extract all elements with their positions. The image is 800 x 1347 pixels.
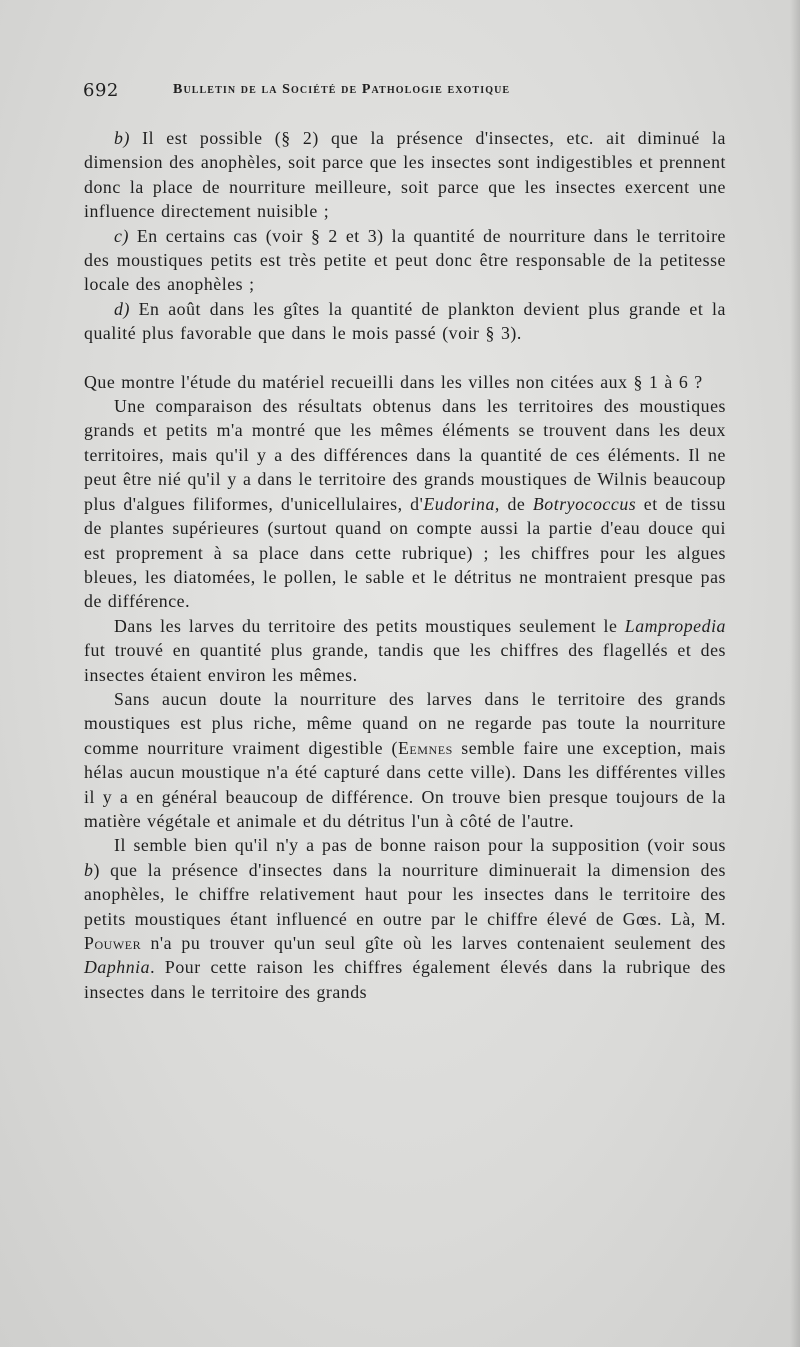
paragraph-b [84,126,726,224]
paragraph-c [84,224,726,297]
paragraph-c-text: En certains cas (voir § 2 et 3) la quantité de nourriture dans le territoire des moustiques petits est très petite et peut donc être responsable de la petitesse locale des anophèles ; [84,225,726,295]
question-paragraph: Que montre l'étude du matériel recueilli dans les villes non citées aux § 1 à 6 ? [84,371,703,392]
paragraph-insects-text-a: Il semble bien qu'il n'y a pas de bonne raison pour la supposition (voir sous [114,835,726,856]
paragraph-insects [84,833,726,1004]
item-label-b: b) [114,128,130,148]
paragraph-b-text: Il est possible (§ 2) que la présence d'insectes, etc. ait diminué la dimension des anophèles, soit parce que les insectes sont indigestibles et prennent donc la place de nourriture meilleure, soit parce que les insectes exercent une influence directement nuisible ; [84,128,726,222]
paragraph-insects-text-b: ) que la présence d'insectes dans la nourriture diminuerait la dimension des anophèles, le chiffre relativement haut pour les insectes dans le territoire des petits moustiques étant influencé en outre par le chiffre élevé de Gœs. Là, M. [84,859,726,929]
paragraph-comparison-text-a: Une comparaison des résultats obtenus dans les territoires des moustiques grands et petits m'a montré que les mêmes éléments se trouvent dans les deux territoires, mais qu'il y a des différences dans la quantité de ces éléments. Il ne peut être nié qu'il y a dans le territoire des grands moustiques de Wilnis beaucoup plus d'algues filiformes, d'unicellulaires, d' [84,396,726,514]
paragraph-small-mosquitoes [84,614,726,687]
paragraph-food-text-a: Sans aucun doute la nourriture des larves dans le territoire des grands moustiques est plus riche, même quand on ne regarde pas toute la nourriture comme nourriture vraiment digestible ( [84,688,726,758]
paragraph-small-text-a: Dans les larves du territoire des petits moustiques seulement le [114,615,625,636]
item-label-d: d) [114,298,130,319]
section-gap [84,346,726,370]
paragraph-insects-text-d: . Pour cette raison les chiffres également élevés dans la rubrique des insectes dans le territoire des grands [84,957,726,1002]
place-eemnes: Eemnes [398,737,453,758]
paragraph-small-text-b: fut trouvé en quantité plus grande, tandis que les chiffres des flagellés et des insectes étaient environ les mêmes. [84,640,726,685]
taxon-eudorina: Eudorina [423,493,495,514]
taxon-lampropedia: Lampropedia [624,615,726,636]
page-number: 692 [83,80,119,101]
paragraph-comparison-text-b: , de [494,493,533,514]
paragraph-d [84,297,726,346]
paragraph-comparison-text-c: et de tissu de plantes supérieures (surtout quand on compte aussi la partie d'eau douce qui est proprement à sa place dans cette rubrique) ; les chiffres pour les algues bleues, les diatomées, le pollen, le sable et le détritus ne montraient presque pas de différence. [84,493,726,612]
running-head: Bulletin de la Société de Pathologie exotique [173,82,511,97]
page-edge-shadow [790,0,800,1347]
paragraph-d-text: En août dans les gîtes la quantité de plankton devient plus grande et la qualité plus favorable que dans le mois passé (voir § 3). [84,298,726,344]
page-header [83,80,723,104]
paragraph-food [84,687,726,833]
person-pouwer: Pouwer [84,933,142,953]
paragraph-food-text-b: semble faire une exception, mais hélas aucun moustique n'a été capturé dans cette ville). Dans les différentes villes il y a en général beaucoup de différence. On trouve bien presque toujours de la matière végétale et animale et du détritus l'un à côté de l'autre. [84,737,726,831]
taxon-daphnia: Daphnia [84,957,151,978]
item-ref-b: b [84,859,94,880]
paragraph-insects-text-c: n'a pu trouver qu'un seul gîte où les larves contenaient seulement des [141,933,726,953]
taxon-botryococcus: Botryococcus [532,493,637,514]
body-text [84,126,726,1004]
paragraph-comparison [84,394,726,614]
item-label-c: c) [114,225,129,246]
